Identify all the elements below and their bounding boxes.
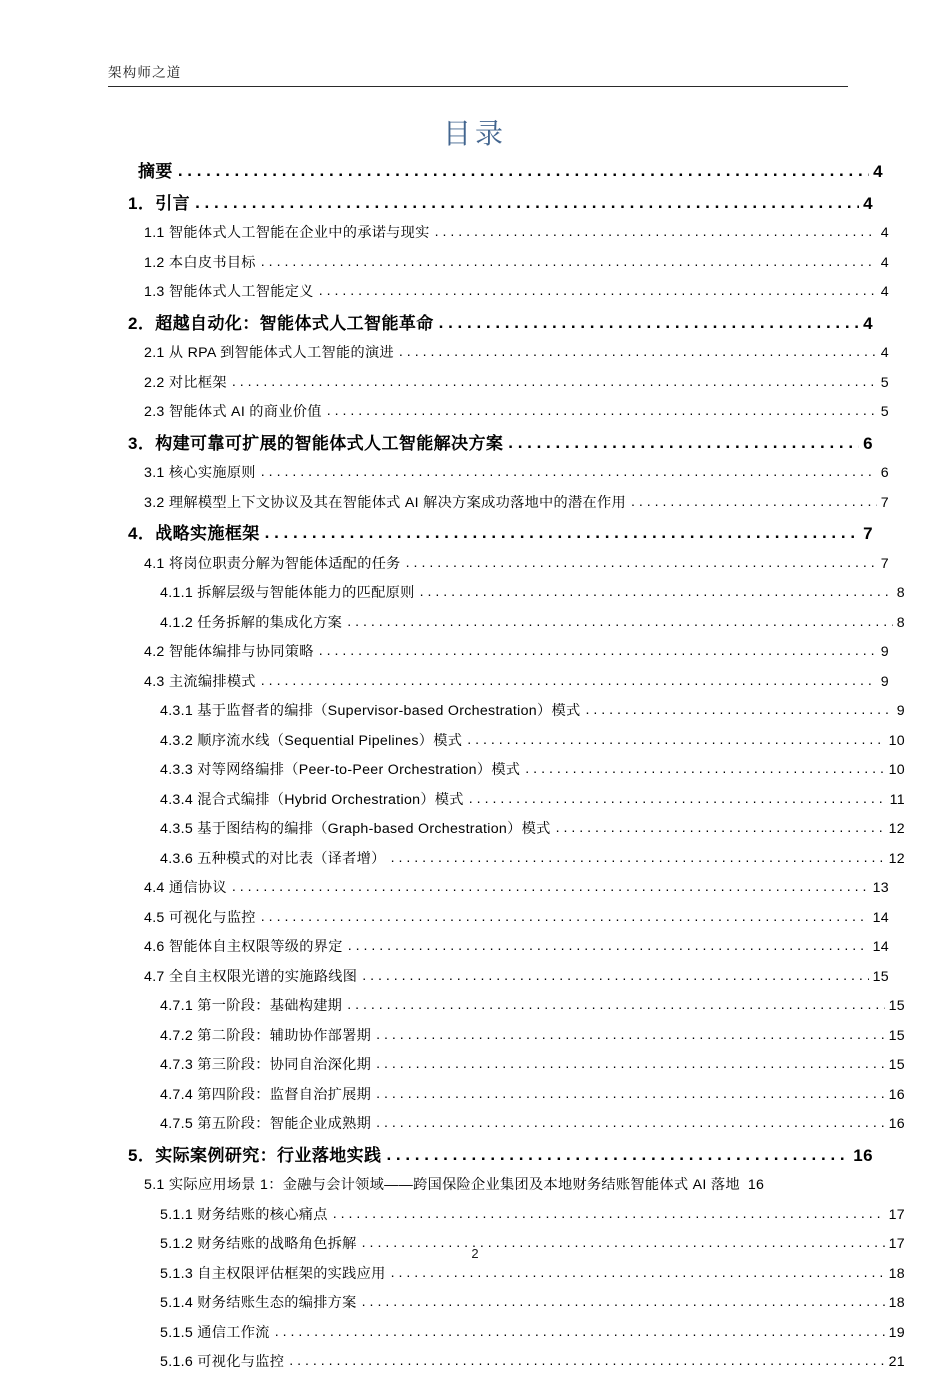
toc-entry[interactable] <box>108 428 873 460</box>
toc-entry-page-number: 17 <box>888 1206 905 1223</box>
table-of-contents <box>108 156 905 1378</box>
toc-dot-leader <box>195 187 859 219</box>
toc-entry-page-number: 15 <box>888 1057 905 1073</box>
toc-entry[interactable] <box>108 249 889 279</box>
toc-dot-leader <box>435 218 877 248</box>
toc-entry[interactable] <box>108 963 889 993</box>
toc-entry[interactable] <box>108 992 905 1022</box>
toc-dot-leader <box>261 458 877 488</box>
toc-entry-label: 4.3.3 对等网络编排（Peer-to-Peer Orchestration）模式 <box>160 762 521 778</box>
toc-entry-label: 摘要 <box>138 162 173 181</box>
toc-dot-leader <box>261 903 869 933</box>
toc-entry-label: 4.7.4 第四阶段：监督自治扩展期 <box>160 1086 372 1103</box>
toc-entry-label: 4.1.1 拆解层级与智能体能力的匹配原则 <box>160 585 415 601</box>
toc-entry-page-number: 7 <box>880 555 889 572</box>
toc-entry[interactable] <box>108 609 905 639</box>
toc-entry-page-number: 4 <box>873 162 883 181</box>
toc-entry-page-number: 10 <box>888 762 905 778</box>
toc-entry-label: 4.3.5 基于图结构的编排（Graph-based Orchestration）模式 <box>160 821 551 837</box>
toc-entry-page-number: 14 <box>872 939 889 955</box>
running-header-title: 架构师之道 <box>108 65 182 80</box>
toc-entry-page-number: 4 <box>880 254 889 271</box>
toc-entry-page-number: 10 <box>888 732 905 749</box>
toc-entry[interactable] <box>108 308 873 340</box>
toc-entry-page-number: 4 <box>880 284 889 300</box>
toc-entry[interactable] <box>108 518 873 550</box>
toc-dot-leader <box>327 397 877 427</box>
toc-dot-leader <box>261 667 877 697</box>
toc-dot-leader <box>376 1021 884 1051</box>
toc-entry-label: 3.2 理解模型上下文协议及其在智能体式 AI 解决方案成功落地中的潜在作用 <box>144 494 626 511</box>
toc-entry[interactable] <box>108 219 889 249</box>
running-header <box>108 63 848 87</box>
toc-dot-leader <box>289 1347 884 1377</box>
toc-dot-leader <box>467 726 884 756</box>
toc-dot-leader <box>232 873 869 903</box>
toc-entry-page-number: 5 <box>880 374 889 391</box>
toc-entry-label: 5.1.4 财务结账生态的编排方案 <box>160 1295 357 1311</box>
toc-dot-leader <box>525 755 884 785</box>
toc-entry-page-number: 4 <box>863 193 873 213</box>
toc-entry-label: 5.1 实际应用场景 1：金融与会计领域——跨国保险企业集团及本地财务结账智能体式 AI 落地 <box>144 1177 740 1193</box>
toc-entry-page-number: 15 <box>888 1027 905 1044</box>
toc-dot-leader <box>333 1200 885 1230</box>
toc-entry[interactable] <box>108 727 905 757</box>
toc-dot-leader <box>347 608 893 638</box>
toc-entry-page-number: 16 <box>853 1145 873 1165</box>
toc-dot-leader <box>376 1050 884 1080</box>
toc-entry-label: 4.4 通信协议 <box>144 880 227 896</box>
toc-entry[interactable] <box>108 815 905 845</box>
toc-entry-label: 1．引言 <box>128 193 191 213</box>
toc-dot-leader <box>376 1109 884 1139</box>
toc-entry-page-number: 9 <box>880 644 889 660</box>
toc-entry-page-number: 4 <box>863 313 873 333</box>
toc-entry-label: 4.5 可视化与监控 <box>144 909 256 926</box>
toc-dot-leader <box>420 578 893 608</box>
toc-entry-page-number: 8 <box>896 614 905 631</box>
toc-entry[interactable] <box>108 1348 905 1378</box>
toc-entry-page-number: 12 <box>888 821 905 837</box>
toc-entry-label: 1.1 智能体式人工智能在企业中的承诺与现实 <box>144 225 430 241</box>
toc-dot-leader <box>439 307 859 339</box>
toc-entry[interactable] <box>108 550 889 580</box>
toc-entry-label: 2．超越自动化：智能体式人工智能革命 <box>128 313 434 333</box>
toc-dot-leader <box>362 962 868 992</box>
toc-dot-leader <box>319 637 877 667</box>
toc-entry[interactable] <box>108 1289 905 1319</box>
toc-entry[interactable] <box>108 1051 905 1081</box>
toc-entry-label: 5.1.1 财务结账的核心痛点 <box>160 1206 328 1223</box>
toc-entry-page-number: 8 <box>896 585 905 601</box>
toc-entry-label: 4.1 将岗位职责分解为智能体适配的任务 <box>144 555 401 572</box>
toc-entry[interactable] <box>108 1201 905 1231</box>
toc-entry[interactable] <box>108 339 889 369</box>
toc-entry-page-number: 5 <box>880 404 889 420</box>
toc-entry-page-number: 14 <box>872 909 889 926</box>
toc-entry-page-number: 12 <box>888 850 905 867</box>
toc-dot-leader <box>348 932 869 962</box>
toc-entry-page-number: 7 <box>880 494 889 511</box>
toc-dot-leader <box>232 368 877 398</box>
toc-entry-page-number: 17 <box>888 1236 905 1252</box>
toc-dot-leader <box>631 488 877 518</box>
toc-entry-label: 4.7 全自主权限光谱的实施路线图 <box>144 968 358 985</box>
toc-dot-leader <box>406 549 877 579</box>
toc-entry-page-number: 4 <box>880 345 889 361</box>
toc-entry-label: 5.1.5 通信工作流 <box>160 1324 270 1341</box>
toc-entry-label: 5．实际案例研究：行业落地实践 <box>128 1145 382 1165</box>
toc-entry-label: 4.3.1 基于监督者的编排（Supervisor-based Orchestration）模式 <box>160 703 581 719</box>
toc-entry-label: 4.2 智能体编排与协同策略 <box>144 644 314 660</box>
toc-dot-leader <box>399 338 877 368</box>
toc-entry-page-number: 9 <box>896 703 905 719</box>
toc-entry-label: 2.3 智能体式 AI 的商业价值 <box>144 404 322 420</box>
toc-dot-leader <box>178 155 869 187</box>
toc-dot-leader <box>347 991 884 1021</box>
toc-entry-label: 3．构建可靠可扩展的智能体式人工智能解决方案 <box>128 433 504 453</box>
toc-entry-page-number: 15 <box>872 968 889 985</box>
toc-entry-label: 5.1.2 财务结账的战略角色拆解 <box>160 1236 357 1252</box>
toc-entry-label: 5.1.3 自主权限评估框架的实践应用 <box>160 1265 386 1282</box>
toc-entry-label: 2.2 对比框架 <box>144 374 227 391</box>
toc-entry[interactable] <box>108 1260 905 1290</box>
toc-entry-page-number: 18 <box>888 1295 905 1311</box>
toc-entry-page-number: 6 <box>863 433 873 453</box>
toc-entry-label: 2.1 从 RPA 到智能体式人工智能的演进 <box>144 345 394 361</box>
toc-entry-page-number: 19 <box>888 1324 905 1341</box>
toc-entry-label: 1.3 智能体式人工智能定义 <box>144 284 314 300</box>
toc-dot-leader <box>275 1318 885 1348</box>
toc-dot-leader <box>386 1139 849 1171</box>
toc-entry-page-number: 6 <box>880 465 889 481</box>
toc-entry[interactable] <box>108 668 889 698</box>
toc-entry-page-number: 21 <box>888 1354 905 1370</box>
toc-entry[interactable] <box>108 904 889 934</box>
toc-entry-label: 4.3 主流编排模式 <box>144 673 256 690</box>
toc-dot-leader <box>585 696 892 726</box>
footer-page-number: 2 <box>471 1246 479 1261</box>
toc-entry-label: 5.1.6 可视化与监控 <box>160 1354 285 1370</box>
toc-entry[interactable] <box>108 1022 905 1052</box>
toc-entry[interactable] <box>108 786 905 816</box>
toc-entry-page-number: 4 <box>880 225 889 241</box>
toc-entry-page-number: 9 <box>880 673 889 690</box>
toc-entry-label: 4.3.6 五种模式的对比表（译者增） <box>160 850 386 867</box>
toc-entry[interactable] <box>108 489 889 519</box>
toc-entry-label: 4.7.2 第二阶段：辅助协作部署期 <box>160 1027 372 1044</box>
toc-entry[interactable] <box>108 1081 905 1111</box>
toc-entry-label: 3.1 核心实施原则 <box>144 465 256 481</box>
toc-entry-label: 4.6 智能体自主权限等级的界定 <box>144 939 343 955</box>
toc-entry[interactable] <box>108 697 905 727</box>
toc-entry[interactable] <box>108 845 905 875</box>
toc-dot-leader <box>391 1259 885 1289</box>
toc-dot-leader <box>391 844 885 874</box>
toc-entry[interactable] <box>108 1140 873 1172</box>
toc-entry[interactable] <box>108 756 905 786</box>
toc-dot-leader <box>261 248 877 278</box>
toc-entry-page-number: 18 <box>888 1265 905 1282</box>
toc-entry-page-number: 16 <box>888 1116 905 1132</box>
toc-dot-leader <box>362 1288 885 1318</box>
toc-dot-leader <box>508 427 859 459</box>
toc-entry-page-number: 16 <box>888 1086 905 1103</box>
toc-entry-page-number: 15 <box>888 998 905 1014</box>
toc-entry-label: 4.7.3 第三阶段：协同自治深化期 <box>160 1057 372 1073</box>
toc-entry[interactable] <box>108 638 889 668</box>
toc-entry[interactable] <box>108 369 889 399</box>
toc-entry[interactable] <box>108 156 883 188</box>
toc-entry[interactable] <box>108 579 905 609</box>
toc-entry[interactable] <box>108 398 889 428</box>
toc-entry-page-number: 11 <box>889 791 905 808</box>
toc-entry-label: 4.1.2 任务拆解的集成化方案 <box>160 614 343 631</box>
toc-entry-label: 4.7.5 第五阶段：智能企业成熟期 <box>160 1116 372 1132</box>
toc-entry-page-number: 7 <box>863 524 873 543</box>
toc-entry-label: 4.3.2 顺序流水线（Sequential Pipelines）模式 <box>160 732 463 749</box>
toc-entry[interactable] <box>108 933 889 963</box>
toc-entry[interactable] <box>108 188 873 220</box>
toc-entry[interactable] <box>108 1110 905 1140</box>
toc-dot-leader <box>376 1080 884 1110</box>
toc-entry[interactable] <box>108 278 889 308</box>
toc-entry-label: 1.2 本白皮书目标 <box>144 254 256 271</box>
toc-entry-page-number: 13 <box>872 880 889 896</box>
toc-entry[interactable] <box>108 459 889 489</box>
toc-entry-label: 4.3.4 混合式编排（Hybrid Orchestration）模式 <box>160 791 464 808</box>
toc-dot-leader <box>469 785 886 815</box>
toc-entry[interactable] <box>108 874 889 904</box>
toc-dot-leader <box>265 517 859 549</box>
toc-entry[interactable] <box>108 1171 889 1201</box>
toc-entry-label: 4．战略实施框架 <box>128 524 260 543</box>
toc-entry-label: 4.7.1 第一阶段：基础构建期 <box>160 998 343 1014</box>
toc-dot-leader <box>556 814 885 844</box>
header-divider <box>108 86 848 87</box>
page-title: 目录 <box>442 118 507 149</box>
toc-entry-page-number: 16 <box>747 1177 765 1193</box>
toc-dot-leader <box>319 277 877 307</box>
